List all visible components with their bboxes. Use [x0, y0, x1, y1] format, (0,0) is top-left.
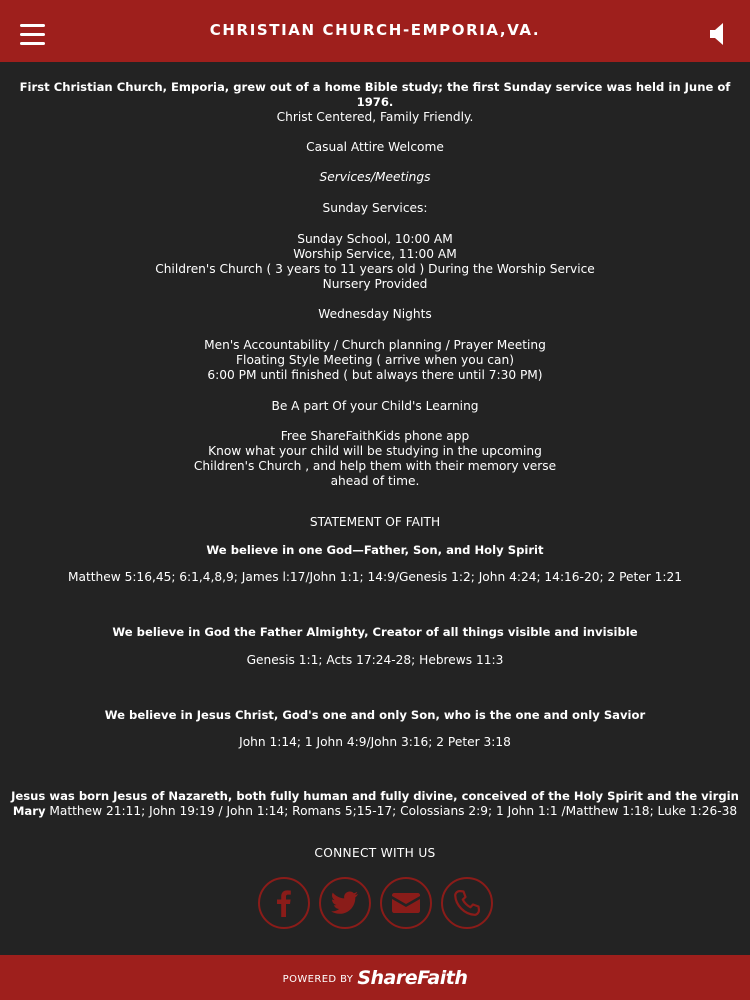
intro-text: First Christian Church, Emporia, grew out of a home Bible study; the first Sunday service was held in June of 1976. — [19, 80, 731, 109]
jesus-statement — [0, 789, 750, 819]
jesus-line: Jesus was born Jesus of Nazareth, both fully human and fully divine, conceived of the Holy Spirit and the virgin — [11, 789, 739, 803]
hamburger-menu-icon[interactable] — [20, 24, 45, 45]
top-bar — [0, 0, 750, 62]
phone-button[interactable] — [441, 877, 493, 929]
twitter-icon — [331, 891, 359, 915]
sunday-heading: Sunday Services: — [322, 201, 428, 215]
child-learning-list — [0, 429, 750, 489]
child-line: ahead of time. — [330, 474, 420, 488]
services-heading: Services/Meetings — [319, 170, 431, 184]
wednesday-heading: Wednesday Nights — [318, 307, 432, 321]
email-button[interactable] — [380, 877, 432, 929]
attire-text: Casual Attire Welcome — [306, 140, 444, 154]
child-line: Children's Church , and help them with their memory verse — [193, 459, 557, 473]
envelope-icon — [392, 892, 420, 914]
sharefaith-logo[interactable]: ShareFaith — [357, 966, 468, 989]
phone-icon — [454, 890, 480, 916]
sunday-line: Children's Church ( 3 years to 11 years old ) During the Worship Service — [155, 262, 595, 276]
belief-refs: Genesis 1:1; Acts 17:24-28; Hebrews 11:3 — [246, 653, 504, 667]
page-title: CHRISTIAN CHURCH-EMPORIA,VA. — [209, 21, 541, 39]
child-line: Know what your child will be studying in the upcoming — [208, 444, 542, 458]
twitter-button[interactable] — [319, 877, 371, 929]
wednesday-line: Floating Style Meeting ( arrive when you can) — [236, 353, 514, 367]
sunday-line: Nursery Provided — [322, 277, 428, 291]
belief-statement: We believe in one God—Father, Son, and Holy Spirit — [206, 543, 544, 557]
belief-statement: We believe in God the Father Almighty, Creator of all things visible and invisible — [112, 625, 638, 639]
connect-heading: CONNECT WITH US — [314, 846, 436, 860]
powered-by-label: POWERED BY — [282, 973, 354, 985]
jesus-refs: Matthew 21:11; John 19:19 / John 1:14; Romans 5;15-17; Colossians 2:9; 1 John 1:1 /Matthew 1:18; Luke 1:26-38 — [45, 804, 738, 818]
sunday-line: Sunday School, 10:00 AM — [297, 232, 453, 246]
sunday-services-list — [0, 232, 750, 292]
jesus-mary: Mary — [12, 804, 46, 818]
child-line: Free ShareFaithKids phone app — [280, 429, 470, 443]
belief-refs: John 1:14; 1 John 4:9/John 3:16; 2 Peter 3:18 — [239, 735, 511, 749]
facebook-button[interactable] — [258, 877, 310, 929]
social-links — [0, 877, 750, 929]
wednesday-list — [0, 338, 750, 383]
facebook-icon — [272, 889, 296, 917]
belief-refs: Matthew 5:16,45; 6:1,4,8,9; James l:17/John 1:1; 14:9/Genesis 1:2; John 4:24; 14:16-20; 2 Peter 1:21 — [67, 570, 683, 584]
sunday-line: Worship Service, 11:00 AM — [293, 247, 457, 261]
wednesday-line: 6:00 PM until finished ( but always there until 7:30 PM) — [207, 368, 543, 382]
wednesday-line: Men's Accountability / Church planning / Prayer Meeting — [204, 338, 546, 352]
main-content — [0, 62, 750, 955]
speaker-icon[interactable] — [708, 22, 728, 46]
child-learning-heading: Be A part Of your Child's Learning — [271, 399, 479, 413]
statement-of-faith-heading: STATEMENT OF FAITH — [309, 515, 441, 529]
footer-bar — [0, 955, 750, 1000]
tagline: Christ Centered, Family Friendly. — [276, 110, 474, 124]
belief-statement: We believe in Jesus Christ, God's one and only Son, who is the one and only Savior — [104, 708, 646, 722]
